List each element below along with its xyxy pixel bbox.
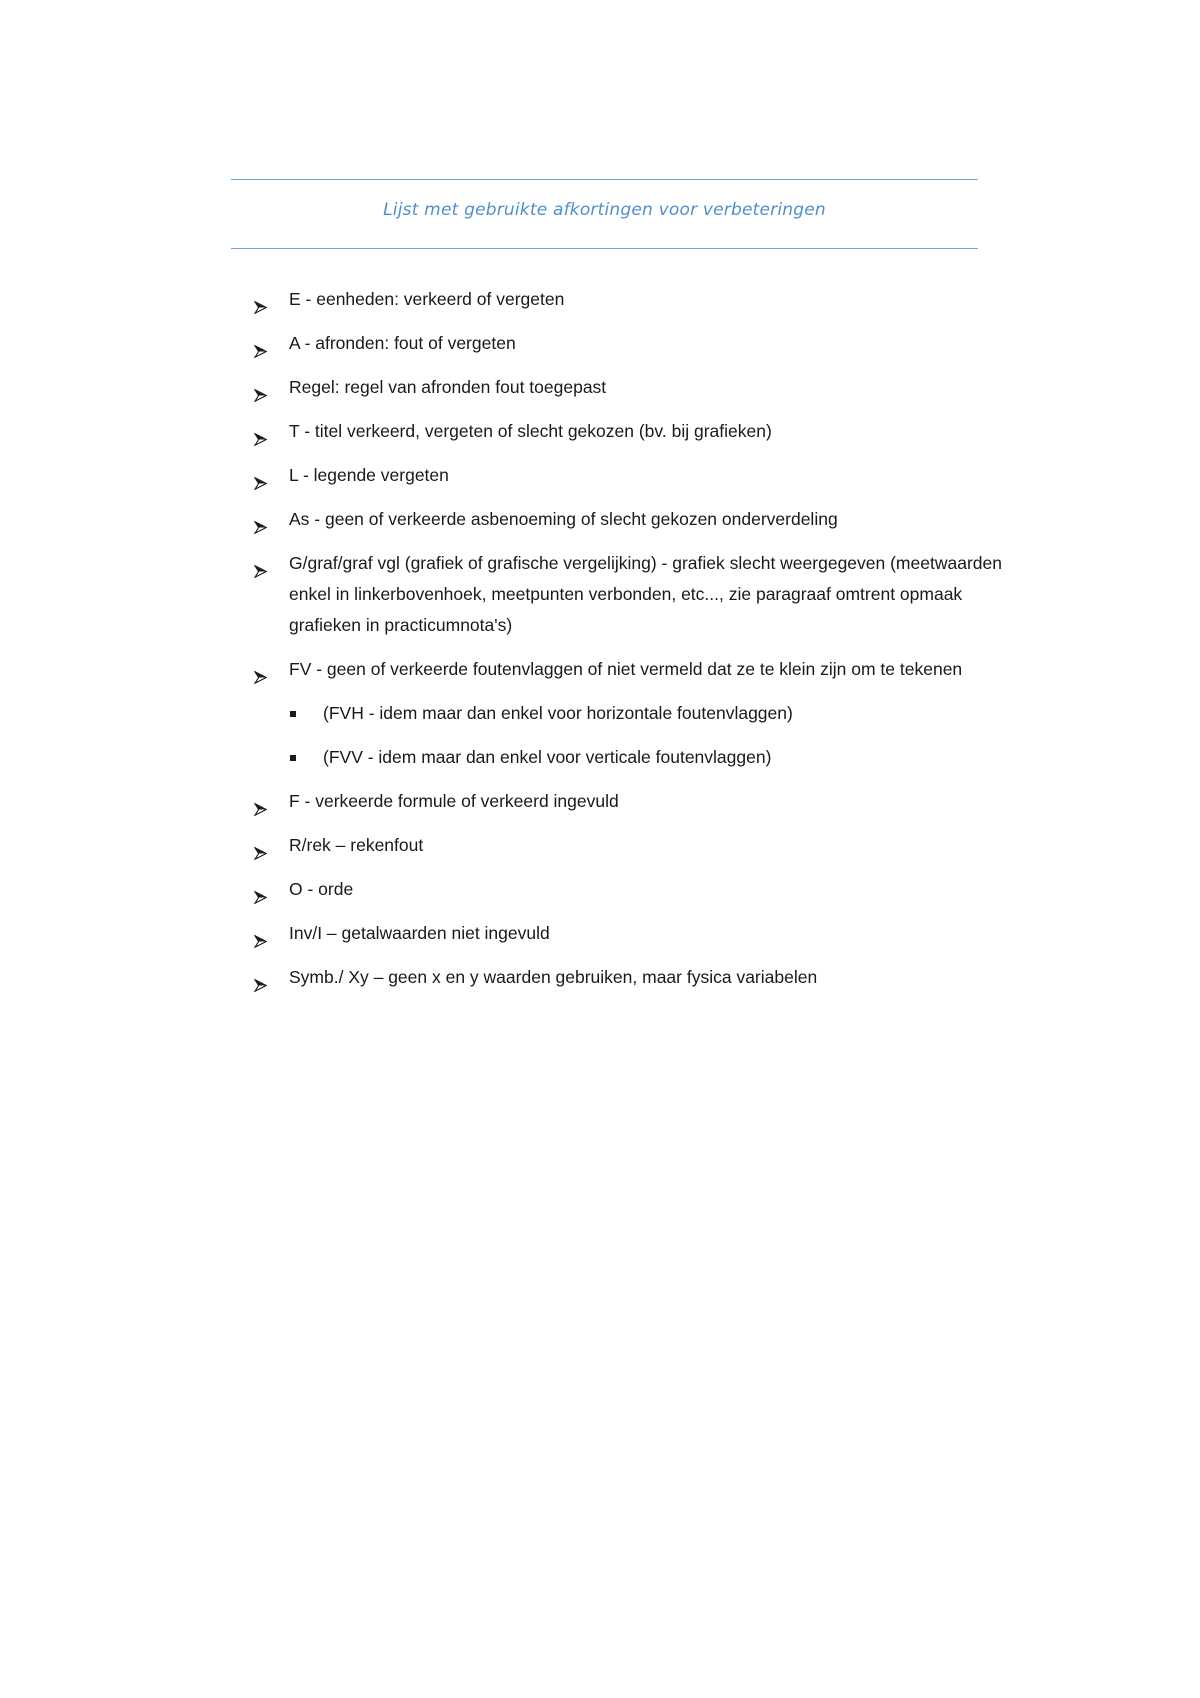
abbreviation-list (248, 284, 1048, 1006)
arrowhead-bullet-icon (254, 557, 267, 570)
arrowhead-bullet-icon (254, 381, 267, 394)
list-item-text: R/rek – rekenfout (289, 835, 424, 855)
list-item (248, 918, 1048, 949)
sub-list-item-text: (FVH - idem maar dan enkel voor horizontale foutenvlaggen) (323, 703, 793, 723)
sub-list-item (248, 742, 1048, 773)
list-item (248, 372, 1048, 403)
arrowhead-bullet-icon (254, 293, 267, 306)
list-item (248, 284, 1048, 315)
list-item (248, 830, 1048, 861)
page-title: Lijst met gebruikte afkortingen voor verbeteringen (383, 200, 826, 220)
arrowhead-bullet-icon (254, 839, 267, 852)
list-item-text: G/graf/graf vgl (grafiek of grafische vergelijking) - grafiek slecht weergegeven (meetwaarden enkel in linkerbovenhoek, meetpunten verbonden, etc..., zie paragraaf omtrent opmaak grafieken in practicumnota's) (289, 553, 1002, 635)
list-item-text: Inv/I – getalwaarden niet ingevuld (289, 923, 550, 943)
list-item-text: As - geen of verkeerde asbenoeming of slecht gekozen onderverdeling (289, 509, 838, 529)
sub-list-item (248, 698, 1048, 729)
sub-list (248, 698, 1048, 773)
arrowhead-bullet-icon (254, 513, 267, 526)
arrowhead-bullet-icon (254, 927, 267, 940)
list-item (248, 548, 1048, 641)
arrowhead-bullet-icon (254, 971, 267, 984)
list-item-text: T - titel verkeerd, vergeten of slecht gekozen (bv. bij grafieken) (289, 421, 772, 441)
list-item-text: E - eenheden: verkeerd of vergeten (289, 289, 565, 309)
list-item (248, 786, 1048, 817)
arrowhead-bullet-icon (254, 469, 267, 482)
arrowhead-bullet-icon (254, 795, 267, 808)
list-item (248, 962, 1048, 993)
list-item-text: FV - geen of verkeerde foutenvlaggen of niet vermeld dat ze te klein zijn om te tekenen (289, 659, 963, 679)
list-item-text: F - verkeerde formule of verkeerd ingevuld (289, 791, 619, 811)
list-item (248, 874, 1048, 905)
arrowhead-bullet-icon (254, 337, 267, 350)
arrowhead-bullet-icon (254, 425, 267, 438)
list-item-text: Symb./ Xy – geen x en y waarden gebruiken, maar fysica variabelen (289, 967, 818, 987)
square-bullet-icon (290, 711, 296, 717)
square-bullet-icon (290, 755, 296, 761)
arrowhead-bullet-icon (254, 883, 267, 896)
arrowhead-bullet-icon (254, 663, 267, 676)
list-item (248, 654, 1048, 773)
list-item (248, 328, 1048, 359)
list-item (248, 416, 1048, 447)
list-item-text: L - legende vergeten (289, 465, 449, 485)
list-item-text: O - orde (289, 879, 354, 899)
sub-list-item-text: (FVV - idem maar dan enkel voor verticale foutenvlaggen) (323, 747, 772, 767)
list-item (248, 460, 1048, 491)
list-item (248, 504, 1048, 535)
list-item-text: Regel: regel van afronden fout toegepast (289, 377, 607, 397)
title-block (231, 179, 978, 249)
list-item-text: A - afronden: fout of vergeten (289, 333, 516, 353)
